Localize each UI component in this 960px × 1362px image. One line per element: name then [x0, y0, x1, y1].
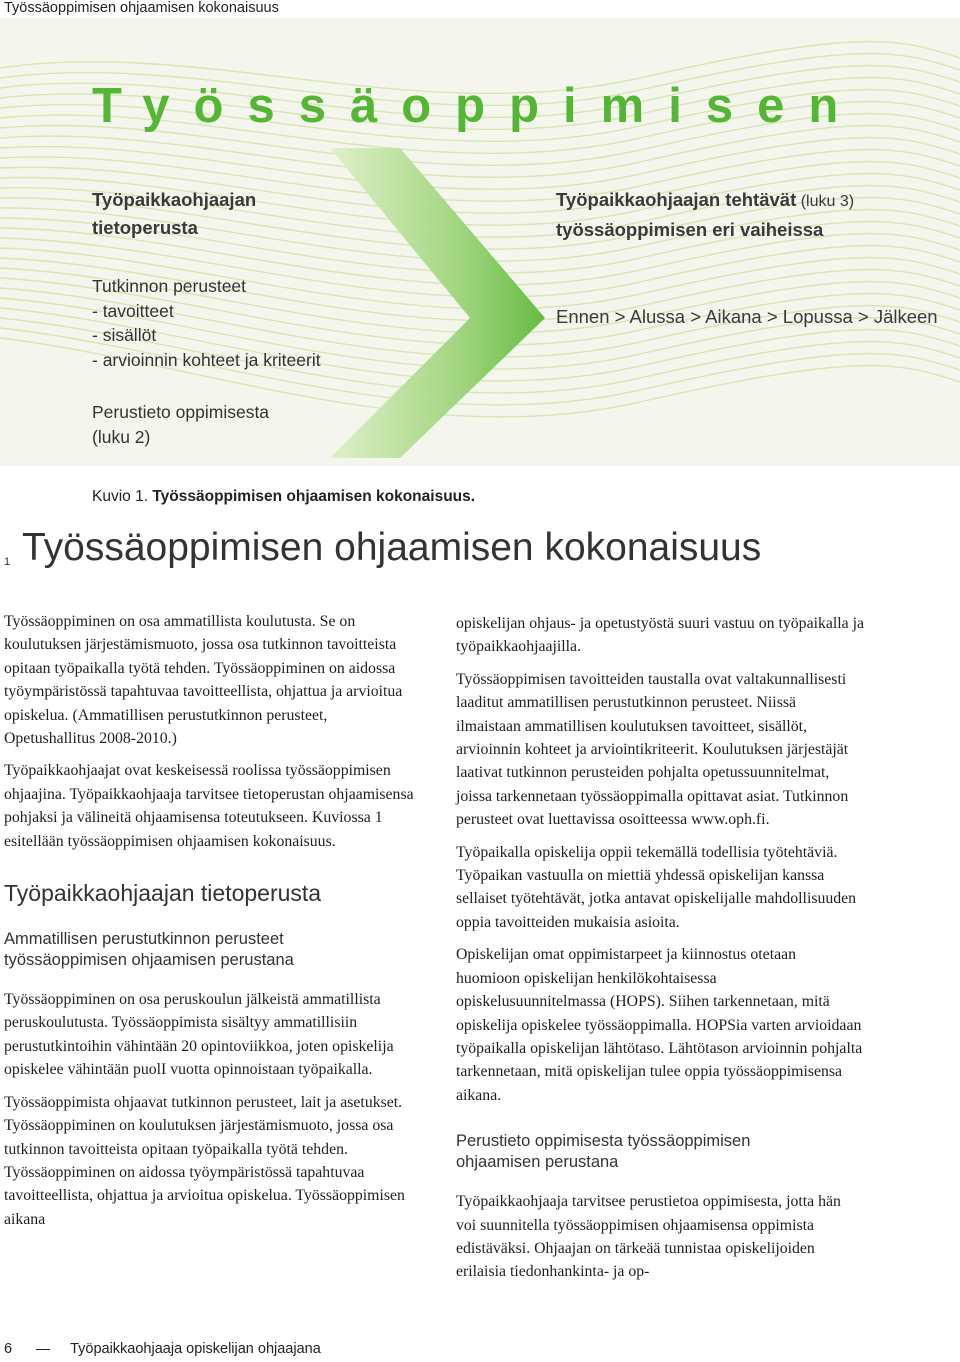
chevron-arrow-shape — [330, 148, 545, 458]
left-heading — [92, 186, 256, 242]
footer-dash — [36, 1349, 50, 1350]
figure-caption — [92, 488, 475, 506]
right-column — [456, 612, 864, 1293]
heading-line: työssäoppimisen ohjaamisen perustana — [4, 951, 294, 970]
basics-line: - sisällöt — [92, 325, 157, 345]
paragraph: Opiskelijan omat oppimistarpeet ja kiinnostus otetaan huomioon opiskelijan henkilökohtaisessa opiskelusuunnitelmassa (HOPS). Siihen tarkennetaan, mitä opiskelija opiskelee työssäoppimalla. HOPSia varten arvioidaan työpaikalla opiskelijan lähtötaso. Lähtötason arvioinnin pohjalta tarkennetaan, mitä opiskelijan tulee oppia työssäoppimisensa aikana. — [456, 946, 863, 1104]
paragraph: opiskelijan ohjaus- ja opetustyöstä suuri vastuu on työpaikalla ja työpaikkaohjaajilla. — [456, 615, 865, 656]
subsubsection-heading — [4, 929, 416, 971]
right-heading-line-2: työssäoppimisen eri vaiheissa — [556, 219, 824, 240]
learning-line: (luku 2) — [92, 426, 151, 447]
subsection-heading: Työpaikkaohjaajan tietoperusta — [4, 880, 322, 907]
left-heading-line-1: Työpaikkaohjaajan — [92, 189, 257, 210]
page-number: 6 — [4, 1341, 13, 1357]
right-heading-bold: Työpaikkaohjaajan tehtävät — [556, 189, 797, 210]
figure-diagram — [0, 18, 960, 466]
left-column — [4, 610, 416, 1240]
paragraph: Työssäoppiminen on osa ammatillista koulutusta. Se on koulutuksen järjestämismuoto, jossa osa tutkinnon tavoitteista opitaan työpaikalla työtä tehden. Työssäoppiminen on aidossa työympäristössä tapahtuvaa tavoitteellista, ohjattua ja arvioitua opiskelua. (Ammatillisen perustutkinnon perusteet, Opetushallitus 2008-2010.) — [4, 613, 403, 748]
running-header: Työssäoppimisen ohjaamisen kokonaisuus — [4, 0, 279, 16]
subsubsection-heading — [456, 1131, 864, 1173]
heading-line: Ammatillisen perustutkinnon perusteet — [4, 930, 284, 949]
page-footer — [4, 1341, 321, 1357]
paragraph: Työssäoppimista ohjaavat tutkinnon perusteet, lait ja asetukset. Työssäoppiminen on koulutuksen järjestämismuoto, jossa osa tutkinnon tavoitteista opitaan työpaikalla työtä tehden. Työssäoppiminen on aidossa työympäristössä tapahtuvaa tavoitteellista, ohjattua ja arvioitua opiskelua. Työssäoppimisen aikana — [4, 1093, 405, 1228]
caption-prefix: Kuvio 1. — [92, 488, 149, 505]
basics-line: - tavoitteet — [92, 300, 174, 321]
left-heading-line-2: tietoperusta — [92, 217, 198, 238]
basics-line: Tutkinnon perusteet — [92, 276, 247, 296]
paragraph: Työpaikalla opiskelija oppii tekemällä todellisia työtehtäviä. Työpaikan vastuulla on miettiä yhdessä opiskelijan kanssa sellaiset työtehtävät, jotka antavat opiskelijalle mahdollisuuden oppia tavoitteiden mukaisia asioita. — [456, 843, 857, 931]
right-heading — [556, 186, 854, 244]
section-title: Työssäoppimisen ohjaamisen kokonaisuus — [22, 526, 762, 569]
publication-title: Työpaikkaohjaaja opiskelijan ohjaajana — [70, 1341, 321, 1357]
phases-line: Ennen > Alussa > Aikana > Lopussa > Jälkeen — [556, 306, 938, 327]
right-heading-note: (luku 3) — [800, 193, 855, 210]
section-number: 1 — [4, 556, 11, 568]
paragraph: Työssäoppimisen tavoitteiden taustalla ovat valtakunnallisesti laaditut ammatillisen perustutkinnon perusteet. Niissä ilmaistaan ammatillisen koulutuksen tavoitteet, sisällöt, arvioinnin kohteet ja arviointikriteerit. Koulutuksen järjestäjät laativat tutkinnon perusteiden pohjalta opetussuunnitelmat, joissa tarkennetaan työssäoppimalla opittavat asiat. Tutkinnon perusteet ovat luettavissa osoitteessa www.oph.fi. — [456, 670, 849, 829]
heading-line: Perustieto oppimisesta työssäoppimisen — [456, 1132, 751, 1151]
heading-line: ohjaamisen perustana — [456, 1153, 619, 1172]
paragraph: Työssäoppiminen on osa peruskoulun jälkeistä ammatillista peruskoulutusta. Työssäoppimista sisältyy ammatillisiin perustutkintoihin vähintään 20 opintoviikkoa, joten opiskelija opiskelee vähintään puolI vuotta opinnoistaan työpaikalla. — [4, 991, 394, 1079]
learning-block — [92, 400, 269, 449]
basics-line: - arvioinnin kohteet ja kriteerit — [92, 349, 321, 370]
paragraph: Työpaikkaohjaaja tarvitsee perustietoa oppimisesta, jotta hän voi suunnitella työssäoppimisen ohjaamisensa oppimista edistäväksi. Ohjaajan on tärkeää tunnistaa opiskelijoiden erilaisia tiedonhankinta- ja op- — [456, 1193, 841, 1281]
basics-list — [92, 274, 321, 372]
caption-text: Työssäoppimisen ohjaamisen kokonaisuus. — [152, 488, 476, 505]
paragraph: Työpaikkaohjaajat ovat keskeisessä roolissa työssäoppimisen ohjaajina. Työpaikkaohjaaja tarvitsee tietoperustan ohjaamisensa pohjaksi ja välineitä ohjaamisensa toteutukseen. Kuviossa 1 esitellään työssäoppimisen ohjaamisen kokonaisuus. — [4, 762, 414, 850]
figure-title: Työssäoppimisen — [92, 79, 863, 133]
learning-line: Perustieto oppimisesta — [92, 402, 270, 422]
